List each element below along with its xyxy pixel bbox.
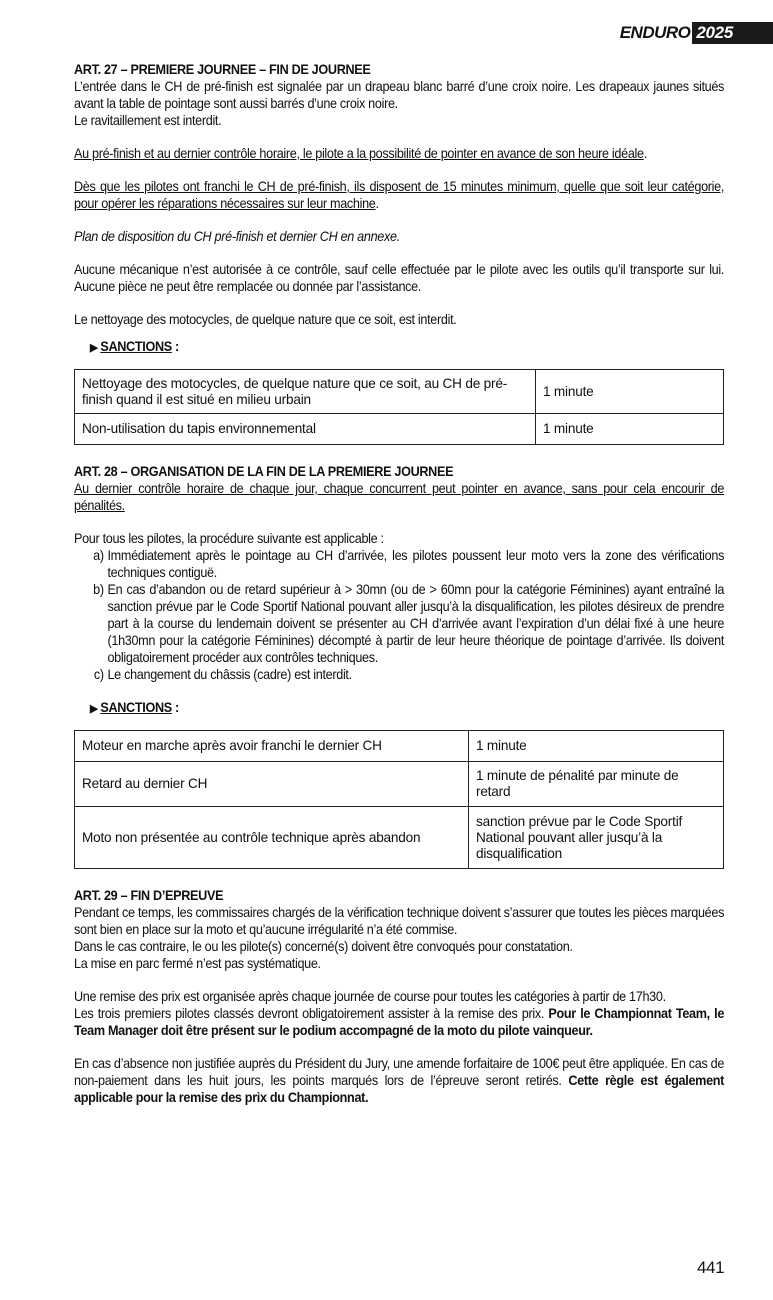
table-cell-offense: Nettoyage des motocycles, de quelque nature que ce soit, au CH de pré-finish quand il est situé en milieu urbain	[75, 370, 536, 414]
sanctions-label: SANCTIONS	[100, 700, 172, 715]
table-cell-offense: Moteur en marche après avoir franchi le dernier CH	[75, 731, 469, 762]
art28-procedure-list	[74, 547, 724, 683]
triangle-bullet-icon: ▶	[90, 342, 98, 354]
page-number: 441	[697, 1258, 725, 1277]
list-text: Le changement du châssis (cadre) est interdit.	[107, 667, 352, 682]
art27-p2-end: .	[643, 146, 647, 161]
list-marker: c)	[93, 667, 104, 682]
art29-paragraph-1a: Pendant ce temps, les commissaires chargés de la vérification technique doivent s’assurer que toutes les pièces marquées sont bien en place sur la moto et qu’aucune irrégularité n’a été commise.	[74, 905, 725, 937]
brand-year: 2025	[692, 22, 773, 44]
art29-paragraph-2b	[74, 1005, 724, 1039]
art27-p2-underlined: Au pré-finish et au dernier contrôle horaire, le pilote a la possibilité de pointer en avance de son heure idéale	[74, 146, 644, 161]
art28-sanctions-heading	[90, 699, 680, 718]
art27-sanctions-heading	[90, 338, 680, 357]
sanctions-colon: :	[171, 700, 179, 715]
art29-title: ART. 29 – FIN D’EPREUVE	[74, 888, 224, 903]
art29-p2b-text: Les trois premiers pilotes classés devront obligatoirement assister à la remise des prix.	[74, 1006, 549, 1021]
art27-title: ART. 27 – PREMIERE JOURNEE – FIN DE JOURNEE	[74, 62, 371, 77]
table-row	[75, 762, 724, 807]
table-row	[75, 370, 724, 414]
art28-paragraph-1: Au dernier contrôle horaire de chaque jour, chaque concurrent peut pointer en avance, sans pour cela encourir de pénalités.	[74, 481, 725, 513]
table-cell-offense: Retard au dernier CH	[75, 762, 469, 807]
art29-paragraph-2a: Une remise des prix est organisée après chaque journée de course pour toutes les catégories à partir de 17h30.	[74, 989, 666, 1004]
art28-paragraph-2: Pour tous les pilotes, la procédure suivante est applicable :	[74, 531, 384, 546]
art27-paragraph-6: Le nettoyage des motocycles, de quelque nature que ce soit, est interdit.	[74, 312, 457, 327]
table-cell-penalty: 1 minute de pénalité par minute de retard	[469, 762, 724, 807]
table-row	[75, 731, 724, 762]
art29-paragraph-3	[74, 1055, 724, 1106]
brand-word: ENDURO	[614, 22, 693, 44]
document-body	[74, 0, 724, 1106]
art29-paragraph-1c: La mise en parc fermé n’est pas systématique.	[74, 956, 321, 971]
triangle-bullet-icon: ▶	[90, 703, 98, 715]
art27-paragraph-1b: Le ravitaillement est interdit.	[74, 113, 222, 128]
art29-paragraph-1b: Dans le cas contraire, le ou les pilote(s) concerné(s) doivent être convoqués pour constatation.	[74, 939, 573, 954]
table-cell-penalty: 1 minute	[536, 414, 724, 445]
art27-p3-end: .	[375, 196, 379, 211]
art27-p3-underlined: Dès que les pilotes ont franchi le CH de pré-finish, ils disposent de 15 minutes minimum, quelle que soit leur catégorie, pour opérer les réparations nécessaires sur leur machine	[74, 179, 725, 211]
list-text: Immédiatement après le pointage au CH d’arrivée, les pilotes poussent leur moto vers la zone des vérifications techniques contiguë.	[107, 548, 725, 580]
table-cell-penalty: 1 minute	[469, 731, 724, 762]
table-row	[75, 414, 724, 445]
sanctions-label: SANCTIONS	[100, 339, 172, 354]
art27-paragraph-2	[74, 145, 724, 162]
art29-p2b-bold: Pour le Championnat Team, le Team Manager doit être présent sur le podium accompagné de la moto du pilote vainqueur.	[74, 1006, 725, 1038]
list-item	[74, 547, 724, 581]
sanctions-colon: :	[171, 339, 179, 354]
table-cell-offense: Non-utilisation du tapis environnemental	[75, 414, 536, 445]
table-cell-penalty: sanction prévue par le Code Sportif National pouvant aller jusqu’à la disqualification	[469, 807, 724, 869]
list-marker: a)	[93, 548, 104, 563]
table-cell-offense: Moto non présentée au contrôle technique après abandon	[75, 807, 469, 869]
art29-p3-text: En cas d’absence non justifiée auprès du Président du Jury, une amende forfaitaire de 100€ peut être appliquée. En cas de non-paiement dans les huit jours, les points marqués lors de l’épreuve seront retirés.	[74, 1056, 725, 1088]
list-item	[74, 581, 724, 666]
list-text: En cas d’abandon ou de retard supérieur à > 30mn (ou de > 60mn pour la catégorie Féminines) ayant entraîné la sanction prévue par le Code Sportif National pouvant aller jusqu’à la disqualification, les pilotes désireux de prendre part à la course du lendemain doivent se présenter au CH d’arrivée avant l’expiration d’un délai fixé à une heure (1h30mn pour la catégorie Féminines) décompté à partir de leur heure théorique de pointage d’arrivée. Ils doivent obligatoirement procéder aux contrôles techniques.	[107, 582, 725, 665]
art28-title: ART. 28 – ORGANISATION DE LA FIN DE LA PREMIERE JOURNEE	[74, 464, 454, 479]
table-cell-penalty: 1 minute	[536, 370, 724, 414]
list-marker: b)	[93, 582, 104, 597]
art29-p3-bold: Cette règle est également applicable pour la remise des prix du Championnat.	[74, 1073, 725, 1105]
art27-paragraph-4: Plan de disposition du CH pré-finish et dernier CH en annexe.	[74, 229, 400, 244]
art28-sanctions-table	[74, 730, 724, 869]
table-row	[75, 807, 724, 869]
art27-paragraph-5: Aucune mécanique n’est autorisée à ce contrôle, sauf celle effectuée par le pilote avec les outils qu’il transporte sur lui. Aucune pièce ne peut être remplacée ou donnée par l’assistance.	[74, 262, 725, 294]
art27-paragraph-3	[74, 178, 724, 212]
list-item	[74, 666, 724, 683]
art27-paragraph-1a: L’entrée dans le CH de pré-finish est signalée par un drapeau blanc barré d’une croix noire. Les drapeaux jaunes situés avant la table de pointage sont aussi barrés d’une croix noire.	[74, 79, 725, 111]
art27-sanctions-table	[74, 369, 724, 445]
